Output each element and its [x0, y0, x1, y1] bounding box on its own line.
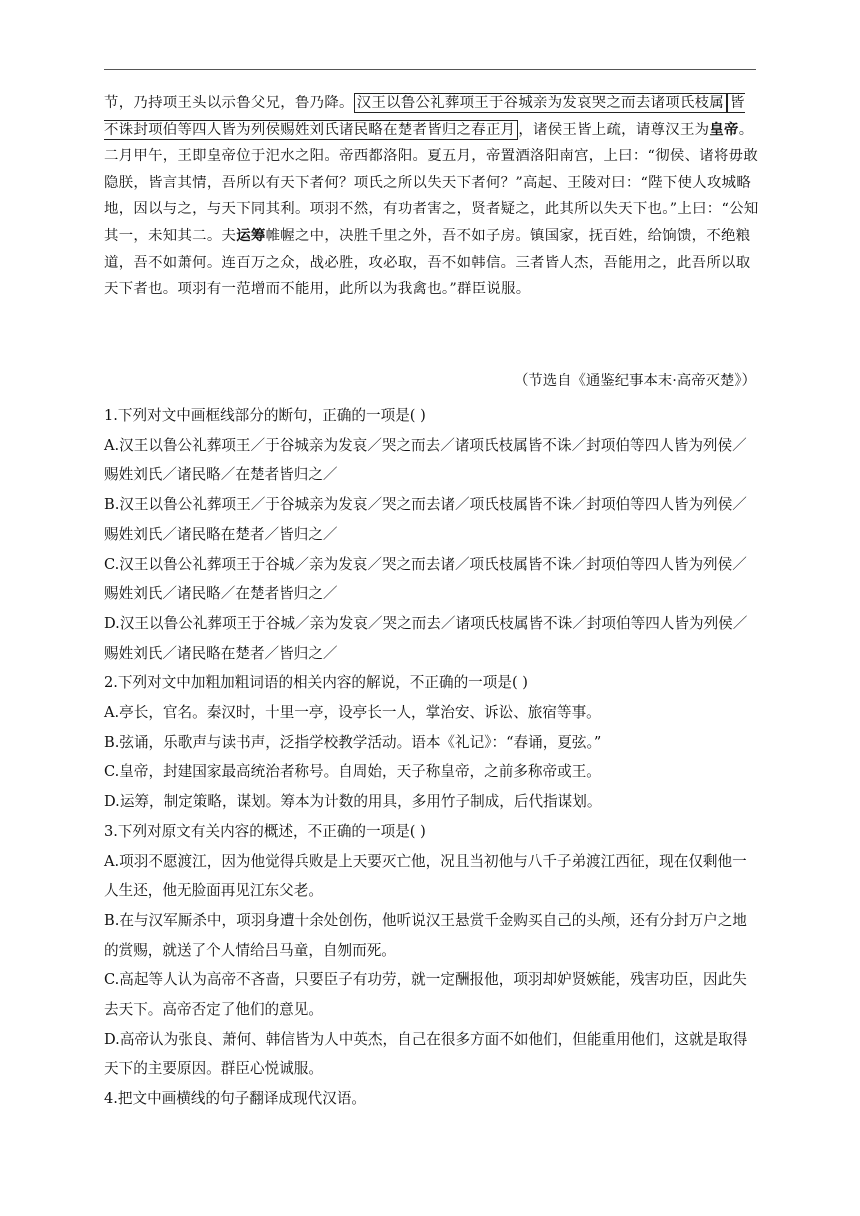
question-1-option-d: D.汉王以鲁公礼葬项王于谷城／亲为发哀／哭之而去／诸项氏枝属皆不诛／封项伯等四人皆为列侯／赐姓刘氏／诸民略在楚者／皆归之／ [104, 614, 748, 662]
question-1-option-c: C.汉王以鲁公礼葬项王于谷城／亲为发哀／哭之而去诸／项氏枝属皆不诛／封项伯等四人皆为列侯／赐姓刘氏／诸民略／在楚者皆归之／ [104, 555, 747, 603]
passage-segment: 节，乃持项王头以示鲁父兄，鲁乃降。 [104, 95, 354, 111]
question-3-option-c: C.高起等人认为高帝不吝啬，只要臣子有功劳，就一定酬报他，项羽却妒贤嫉能，残害功臣，因此失去天下。高帝否定了他们的意见。 [104, 971, 747, 1019]
passage-text [104, 90, 759, 303]
question-2-option-a: A.亭长，官名。秦汉时，十里一亭，设亭长一人，掌治安、诉讼、旅宿等事。 [104, 704, 601, 722]
question-2-option-c: C.皇帝，封建国家最高统治者称号。自周始，天子称皇帝，之前多称帝或王。 [104, 763, 601, 781]
question-1-title: 1.下列对文中画框线部分的断句，正确的一项是( ) [104, 407, 426, 424]
boxed-sentence-line2: 皆不诛封项伯等四人皆为列侯赐姓刘氏诸民略在楚者皆归之春正月 [104, 95, 745, 138]
question-1-option-a: A.汉王以鲁公礼葬项王／于谷城亲为发哀／哭之而去／诸项氏枝属皆不诛／封项伯等四人皆为列侯／赐姓刘氏／诸民略／在楚者皆归之／ [104, 436, 747, 484]
question-2-title: 2.下列对文中加粗加粗词语的相关内容的解说，不正确的一项是( ) [104, 674, 528, 692]
question-1-option-b: B.汉王以鲁公礼葬项王／于谷城亲为发哀／哭之而去诸／项氏枝属皆不诛／封项伯等四人皆为列侯／赐姓刘氏／诸民略在楚者／皆归之／ [104, 496, 747, 543]
question-4-title: 4.把文中画横线的句子翻译成现代汉语。 [104, 1090, 367, 1108]
header-rule [104, 69, 756, 70]
question-list [104, 401, 759, 1114]
question-2-option-b: B.弦诵，乐歌声与读书声，泛指学校教学活动。语本《礼记》：“春诵，夏弦。” [104, 733, 602, 751]
boxed-sentence-line1: 汉王以鲁公礼葬项王于谷城亲为发哀哭之而去诸项氏枝属 [354, 93, 727, 113]
question-3-title: 3.下列对原文有关内容的概述，不正确的一项是( ) [104, 822, 426, 840]
question-3-option-b: B.在与汉军厮杀中，项羽身遭十余处创伤，他听说汉王悬赏千金购买自己的头颅，还有分封万户之地的赏赐，就送了个人情给吕马童，自刎而死。 [104, 911, 747, 959]
question-3-option-a: A.项羽不愿渡江，因为他觉得兵败是上天要灭亡他，况且当初他与八千子弟渡江西征，现在仅剩他一人生还，他无脸面再见江东父老。 [104, 852, 747, 900]
passage-segment: ，诸侯王皆上疏，请尊汉王为 [518, 121, 710, 138]
bold-term-huangdi: 皇帝 [709, 120, 739, 138]
passage-segment: 。二月甲午，王即皇帝位于汜水之阳。帝西都洛阳。夏五月，帝置酒洛阳南宫，上曰：“彻侯、诸将毋敢隐朕，皆言其情，吾所以有天下者何？项氏之所以失天下者何？”高起、王陵对曰：“陛下使人攻城略地，因以与之，与天下同其利。项羽不然，有功者害之，贤者疑之，此其所以失天下也。”上曰：“公知其一，未知其二。夫 [104, 121, 759, 244]
question-2-option-d: D.运筹，制定策略，谋划。筹本为计数的用具，多用竹子制成，后代指谋划。 [104, 793, 602, 811]
bold-term-yunchou: 运筹 [236, 226, 266, 244]
passage-segment: 帷幄之中，决胜千里之外，吾不如子房。镇国家，抚百姓，给饷馈，不绝粮道，吾不如萧何。连百万之众，战必胜，攻必取，吾不如韩信。三者皆人杰，吾能用之，此吾所以取天下者也。项羽有一范增而不能用，此所以为我禽也。”群臣说服。 [104, 227, 751, 298]
source-citation: （节选自《通鉴纪事本末·高帝灭楚》） [513, 373, 756, 389]
question-3-option-d: D.高帝认为张良、萧何、韩信皆为人中英杰，自己在很多方面不如他们，但能重用他们，这就是取得天下的主要原因。群臣心悦诚服。 [104, 1030, 748, 1078]
